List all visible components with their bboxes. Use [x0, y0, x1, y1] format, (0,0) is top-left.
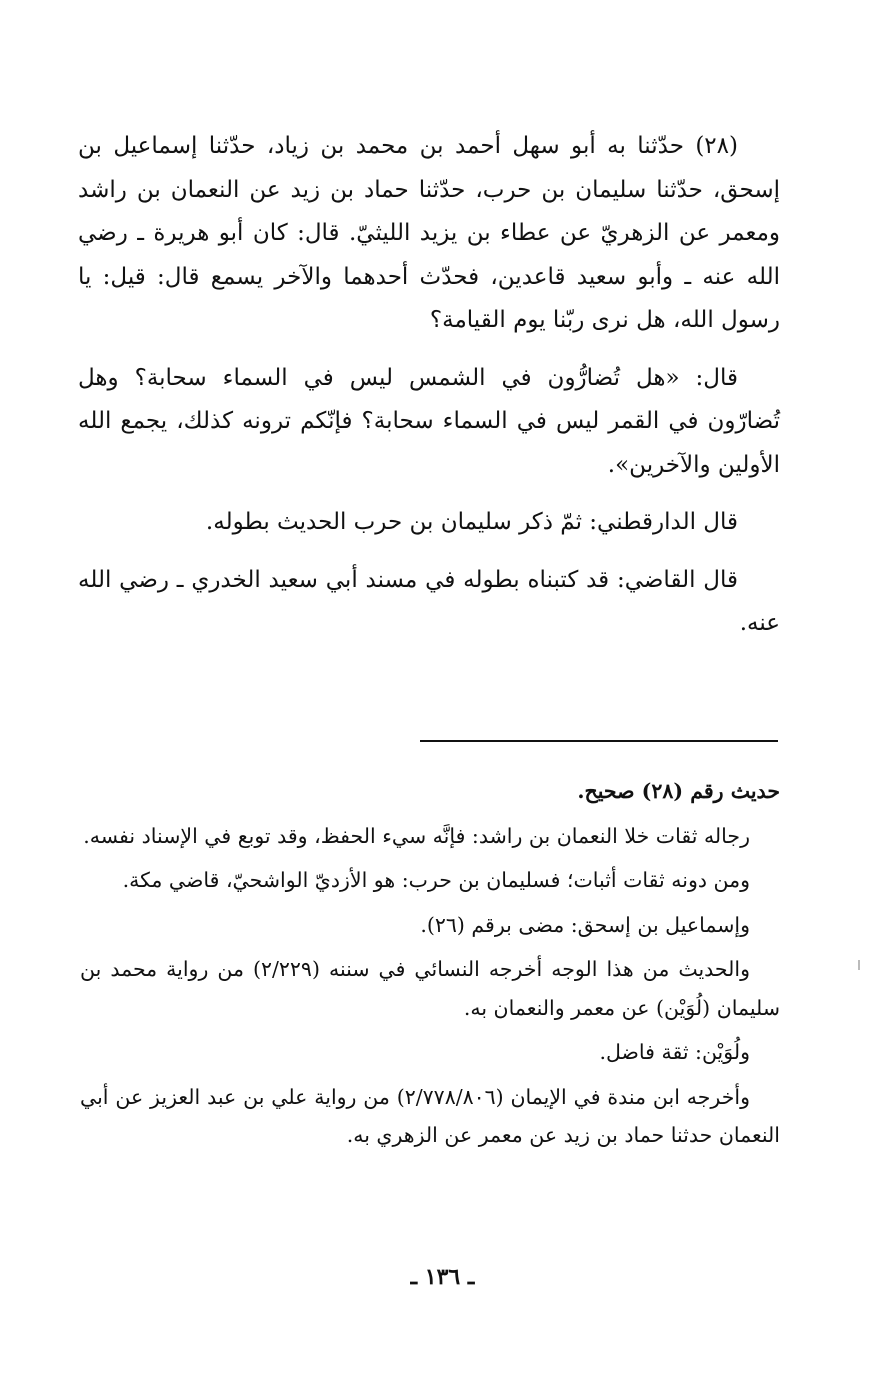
footnote-paragraph-4: والحديث من هذا الوجه أخرجه النسائي في سننه (٢/٢٢٩) من رواية محمد بن سليمان (لُوَيْن) عن معمر والنعمان به.: [80, 957, 780, 1020]
page-number: ـ ١٣٦ ـ: [410, 1264, 475, 1290]
footnote-paragraph-5: ولُوَيْن: ثقة فاضل.: [599, 1040, 750, 1064]
main-text: [78, 125, 780, 660]
footnote-divider: [420, 740, 778, 742]
main-paragraph-4: قال القاضي: قد كتبناه بطوله في مسند أبي سعيد الخدري ـ رضي الله عنه.: [78, 566, 780, 636]
footnote-paragraph-1: رجاله ثقات خلا النعمان بن راشد: فإنَّه سيء الحفظ، وقد توبع في الإسناد نفسه.: [83, 823, 750, 848]
scan-mark: [858, 960, 860, 970]
main-paragraph-1: (٢٨) حدّثنا به أبو سهل أحمد بن محمد بن زياد، حدّثنا إسماعيل بن إسحق، حدّثنا سليمان بن حرب، حدّثنا حماد بن زيد عن النعمان بن راشد ومعمر عن الزهريّ عن عطاء بن يزيد الليثيّ. قال: كان أبو هريرة ـ رضي الله عنه ـ وأبو سعيد قاعدين، فحدّث أحدهما والآخر يسمع قال: قيل: يا رسول الله، هل نرى ربّنا يوم القيامة؟: [78, 133, 780, 333]
main-paragraph-3: قال الدارقطني: ثمّ ذكر سليمان بن حرب الحديث بطوله.: [205, 509, 738, 535]
footnote-paragraph-2: ومن دونه ثقات أثبات؛ فسليمان بن حرب: هو الأزديّ الواشحيّ، قاضي مكة.: [122, 868, 750, 892]
footnote-paragraph-3: وإسماعيل بن إسحق: مضى برقم (٢٦).: [420, 912, 750, 937]
main-paragraph-2: قال: «هل تُضارُّون في الشمس ليس في السماء سحابة؟ وهل تُضارّون في القمر ليس في السماء سحابة؟ فإنّكم ترونه كذلك، يجمع الله الأولين والآخرين».: [78, 364, 780, 478]
footnote-paragraph-6: وأخرجه ابن مندة في الإيمان (٢/٧٧٨/٨٠٦) من رواية علي بن عبد العزيز عن أبي النعمان حدثنا حماد بن زيد عن معمر عن الزهري به.: [80, 1084, 780, 1147]
footnotes: [80, 772, 780, 1161]
footnote-title: حديث رقم (٢٨) صحيح.: [577, 779, 780, 803]
